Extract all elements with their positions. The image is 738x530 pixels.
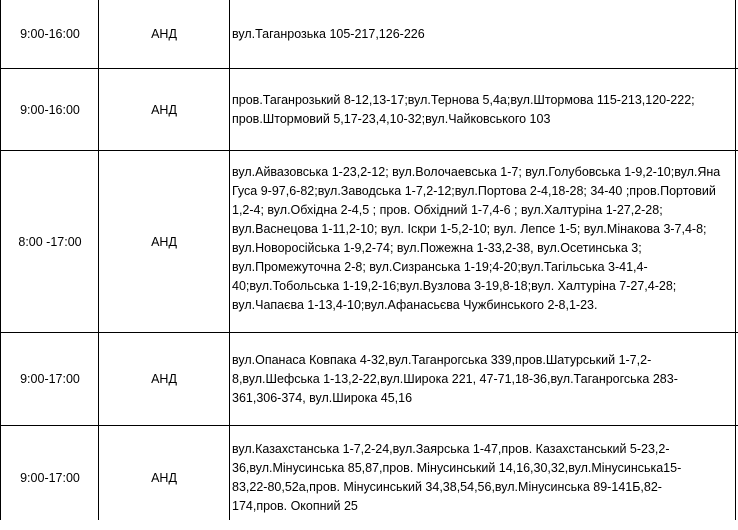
table-row bbox=[0, 69, 738, 150]
time-cell: 9:00-16:00 bbox=[20, 102, 80, 117]
address-cell: вул.Опанаса Ковпака 4-32,вул.Таганрогська 339,пров.Шатурський 1-7,2- 8,вул.Шефська 1-13,2-22,вул.Широка 221, 47-71,18-36,вул.Таганрогська 283- 361,306-374, вул.Широка 45,16 bbox=[232, 352, 678, 405]
address-cell: вул.Казахстанська 1-7,2-24,вул.Заярська 1-47,пров. Казахстанський 5-23,2- 36,вул.Мінусинська 85,87,пров. Мінусинський 14,16,30,32,вул.Мінусинська15- 83,22-80,52а,пров. Мінусинський 34,38,54,56,вул.Мінусинська 89-141Б,82- 174,пров. Окопний 25 bbox=[232, 442, 682, 513]
dept-cell: АНД bbox=[151, 102, 177, 117]
table-row bbox=[0, 151, 738, 332]
table-row bbox=[0, 426, 738, 520]
address-cell: вул.Айвазовська 1-23,2-12; вул.Волочаевська 1-7; вул.Голубовська 1-9,2-10;вул.Яна Гуса 9-97,6-82;вул.Заводська 1-7,2-12;вул.Портова 2-4,18-28; 34-40 ;пров.Портовий 1,2-4; вул.Обхідна 2-4,5 ; пров. Обхідний 1-7,4-6 ; вул.Халтуріна 1-27,2-28; вул.Васнецова 1-11,2-10; вул. Іскри 1-5,2-10; вул. Лепсе 1-5; вул.Мінакова 3-7,4-8; вул.Новоросійська 1-9,2-74; вул.Пожежна 1-33,2-38, вул.Осетинська 3; вул.Промежуточна 2-8; вул.Сизранська 1-19;4-20;вул.Тагільська 3-41,4- 40;вул.Тобольська 1-19,2-16;вул.Вузлова 3-19,8-18;вул. Халтуріна 7-27,4-28; вул.Чапаєва 1-13,4-10;вул.Афанасьєва Чужбинського 2-8,1-23. bbox=[232, 165, 721, 312]
address-cell: вул.Таганрозька 105-217,126-226 bbox=[232, 26, 425, 41]
table-row bbox=[0, 0, 738, 68]
dept-cell: АНД bbox=[151, 27, 177, 41]
time-cell: 9:00-17:00 bbox=[20, 471, 80, 485]
address-cell: пров.Таганрозький 8-12,13-17;вул.Тернова 5,4а;вул.Штормова 115-213,120-222; пров.Штормовий 5,17-23,4,10-32;вул.Чайковського 103 bbox=[232, 92, 695, 126]
dept-cell: АНД bbox=[151, 471, 177, 485]
dept-cell: АНД bbox=[151, 372, 177, 386]
table-row bbox=[0, 333, 738, 425]
dept-cell: АНД bbox=[151, 234, 177, 249]
time-cell: 9:00-16:00 bbox=[20, 27, 80, 41]
time-cell: 9:00-17:00 bbox=[20, 372, 80, 386]
time-cell: 8:00 -17:00 bbox=[18, 234, 82, 249]
